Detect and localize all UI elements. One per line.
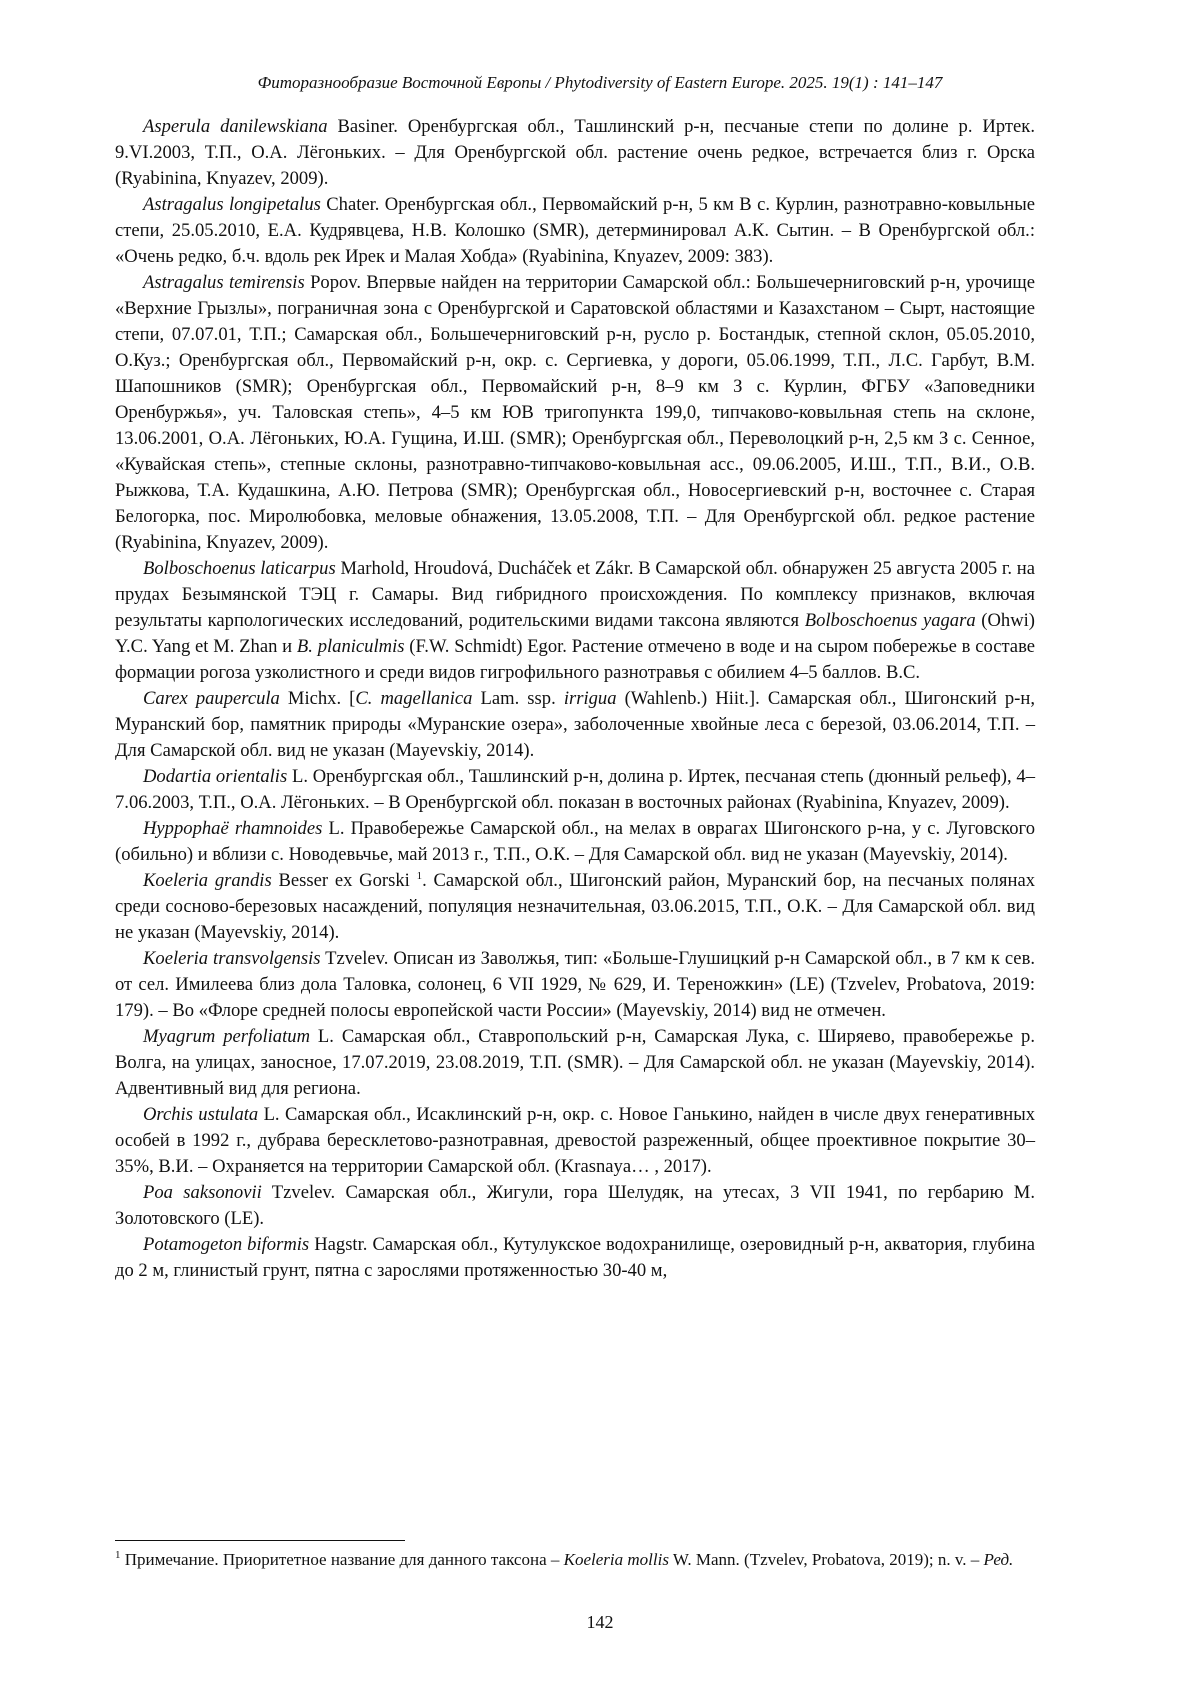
taxon-entry bbox=[115, 816, 1035, 868]
taxon-name: Potamogeton biformis bbox=[143, 1234, 309, 1255]
taxon-entry bbox=[115, 192, 1035, 270]
taxon-name: Carex paupercula bbox=[143, 688, 280, 709]
taxon-entry bbox=[115, 270, 1035, 556]
taxon-entry bbox=[115, 1024, 1035, 1102]
footnote-number: 1 bbox=[115, 1549, 121, 1561]
footnote-text: Примечание. Приоритетное название для данного таксона – bbox=[121, 1550, 564, 1569]
entry-text: (Ohwi) Y.C. Yang et M. Zhan и bbox=[115, 610, 1035, 657]
entry-text: (F.W. Schmidt) Egor. Растение отмечено в воде и на сыром побережье в составе формации рогоза узколистного и среди видов гигрофильного разнотравья с обилием 4–5 баллов. В.С. bbox=[115, 636, 1035, 683]
page-number: 142 bbox=[0, 1612, 1200, 1633]
taxon-name: Orchis ustulata bbox=[143, 1104, 258, 1125]
taxon-name: Poa saksonovii bbox=[143, 1182, 262, 1203]
entry-text: (Wahlenb.) Hiit.]. Самарская обл., Шигонский р-н, Муранский бор, памятник природы «Муранские озера», заболоченные хвойные леса с березой, 03.06.2014, Т.П. – Для Самарской обл. вид не указан (Mayevskiy, 2014). bbox=[115, 688, 1035, 761]
taxon-entry bbox=[115, 764, 1035, 816]
entry-text: Marhold, Hroudová, Ducháček et Zákr. В Самарской обл. обнаружен 25 августа 2005 г. на прудах Безымянской ТЭЦ г. Самары. Вид гибридного происхождения. По комплексу признаков, включая результаты карпологических исследований, родительскими видами таксона являются bbox=[115, 558, 1035, 631]
entry-text: Hagstr. Самарская обл., Кутулукское водохранилище, озеровидный р-н, акватория, глубина до 2 м, глинистый грунт, пятна с зарослями протяженностью 30-40 м, bbox=[115, 1234, 1035, 1281]
taxon-name: Myagrum perfoliatum bbox=[143, 1026, 310, 1047]
taxon-entry bbox=[115, 946, 1035, 1024]
taxon-name-inline: B. planiculmis bbox=[297, 636, 405, 657]
entry-text: L. Правобережье Самарской обл., на мелах в оврагах Шигонского р-на, у с. Луговского (обильно) и вблизи с. Новодевьчье, май 2013 г., Т.П., О.К. – Для Самарской обл. вид не указан (Mayevskiy, 2014). bbox=[115, 818, 1035, 865]
footnote-text: W. Mann. (Tzvelev, Probatova, 2019); n. v. – bbox=[669, 1550, 984, 1569]
taxon-name: Astragalus longipetalus bbox=[143, 194, 321, 215]
entry-text: Tzvelev. Описан из Заволжья, тип: «Больше-Глушицкий р-н Самарской обл., в 7 км к сев. от сел. Имилеева близ дола Таловка, солонец, 6 VII 1929, № 629, И. Тереножкин» (LE) (Tzvelev, Probatova, 2019: 179). – Во «Флоре средней полосы европейской части России» (Mayevskiy, 2014) вид не отмечен. bbox=[115, 948, 1035, 1021]
taxon-entry bbox=[115, 556, 1035, 686]
taxon-name-inline: irrigua bbox=[564, 688, 617, 709]
footnote-taxon: Koeleria mollis bbox=[564, 1550, 669, 1569]
taxon-entry bbox=[115, 1180, 1035, 1232]
taxon-name: Bolboschoenus laticarpus bbox=[143, 558, 336, 579]
taxon-entry bbox=[115, 686, 1035, 764]
taxon-entry bbox=[115, 1232, 1035, 1284]
taxon-name: Koeleria grandis bbox=[143, 870, 272, 891]
journal-page bbox=[0, 0, 1200, 1697]
taxon-name-inline: Bolboschoenus yagara bbox=[805, 610, 976, 631]
taxon-entry bbox=[115, 114, 1035, 192]
taxon-name: Asperula danilewskiana bbox=[143, 116, 328, 137]
entry-text: L. Оренбургская обл., Ташлинский р-н, долина р. Иртек, песчаная степь (дюнный рельеф), 4–7.06.2003, Т.П., О.А. Лёгоньких. – В Оренбургской обл. показан в восточных районах (Ryabinina, Knyazev, 2009). bbox=[115, 766, 1035, 813]
taxon-entry bbox=[115, 1102, 1035, 1180]
taxon-name: Astragalus temirensis bbox=[143, 272, 305, 293]
entry-text: L. Самарская обл., Ставропольский р-н, Самарская Лука, с. Ширяево, правобережье р. Волга, на улицах, заносное, 17.07.2019, 23.08.2019, Т.П. (SMR). – Для Самарской обл. не указан (Mayevskiy, 2014). Адвентивный вид для региона. bbox=[115, 1026, 1035, 1099]
running-header: Фиторазнообразие Восточной Европы / Phytodiversity of Eastern Europe. 2025. 19(1) : 141–147 bbox=[0, 72, 1200, 94]
taxon-entry bbox=[115, 868, 1035, 946]
entry-text: Basiner. Оренбургская обл., Ташлинский р-н, песчаные степи по долине р. Иртек. 9.VI.2003, Т.П., О.А. Лёгоньких. – Для Оренбургской обл. растение очень редкое, встречается близ г. Орска (Ryabinina, Knyazev, 2009). bbox=[115, 116, 1035, 189]
entry-author: Besser ex Gorski bbox=[272, 870, 417, 891]
footnote-mark: 1 bbox=[417, 870, 423, 882]
entry-text: Michx. [ bbox=[280, 688, 356, 709]
entry-text: Lam. ssp. bbox=[472, 688, 563, 709]
entry-text: Popov. Впервые найден на территории Самарской обл.: Большечерниговский р-н, урочище «Верхние Грызлы», пограничная зона с Оренбургской и Саратовской областями и Казахстаном – Сырт, настоящие степи, 07.07.01, Т.П.; Самарская обл., Большечерниговский р-н, русло р. Бостандык, степной склон, 05.05.2010, О.Куз.; Оренбургская обл., Первомайский р-н, окр. с. Сергиевка, у дороги, 05.06.1999, Т.П., Л.С. Гарбут, В.М. Шапошников (SMR); Оренбургская обл., Первомайский р-н, 8–9 км З с. Курлин, ФГБУ «Заповедники Оренбуржья», уч. Таловская степь», 4–5 км ЮВ тригопункта 199,0, типчаково-ковыльная степь на склоне, 13.06.2001, О.А. Лёгоньких, Ю.А. Гущина, И.Ш. (SMR); Оренбургская обл., Переволоцкий р-н, 2,5 км З с. Сенное, «Кувайская степь», степные склоны, разнотравно-типчаково-ковыльная асс., 09.06.2005, И.Ш., Т.П., В.И., О.В. Рыжкова, Т.А. Кудашкина, А.Ю. Петрова (SMR); Оренбургская обл., Новосергиевский р-н, восточнее с. Старая Белогорка, пос. Миролюбовка, меловые обнажения, 13.05.2008, Т.П. – Для Оренбургской обл. редкое растение (Ryabinina, Knyazev, 2009). bbox=[115, 272, 1035, 553]
entry-text: . Самарской обл., Шигонский район, Муранский бор, на песчаных полянах среди сосново-березовых насаждений, популяция незначительная, 03.06.2015, Т.П., О.К. – Для Самарской обл. вид не указан (Mayevskiy, 2014). bbox=[115, 870, 1035, 943]
entry-text: Tzvelev. Самарская обл., Жигули, гора Шелудяк, на утесах, 3 VII 1941, по гербарию М. Золотовского (LE). bbox=[115, 1182, 1035, 1229]
entry-text: L. Самарская обл., Исаклинский р-н, окр. с. Новое Ганькино, найден в числе двух генеративных особей в 1992 г., дубрава бересклетово-разнотравная, древостой разреженный, общее проективное покрытие 30–35%, В.И. – Охраняется на территории Самарской обл. (Krasnaya… , 2017). bbox=[115, 1104, 1035, 1177]
footnote bbox=[115, 1548, 1035, 1572]
taxon-name: Hyppophaё rhamnoides bbox=[143, 818, 322, 839]
taxon-name: Dodartia orientalis bbox=[143, 766, 287, 787]
entry-text: Chater. Оренбургская обл., Первомайский р-н, 5 км В с. Курлин, разнотравно-ковыльные степи, 25.05.2010, Е.А. Кудрявцева, Н.В. Колошко (SMR), детерминировал А.К. Сытин. – В Оренбургской обл.: «Очень редко, б.ч. вдоль рек Ирек и Малая Хобда» (Ryabinina, Knyazev, 2009: 383). bbox=[115, 194, 1035, 267]
footnote-divider bbox=[115, 1540, 405, 1541]
article-body bbox=[115, 114, 1035, 1284]
footnote-editor: Ред. bbox=[984, 1550, 1014, 1569]
taxon-name: Koeleria transvolgensis bbox=[143, 948, 320, 969]
taxon-name-inline: C. magellanica bbox=[355, 688, 472, 709]
